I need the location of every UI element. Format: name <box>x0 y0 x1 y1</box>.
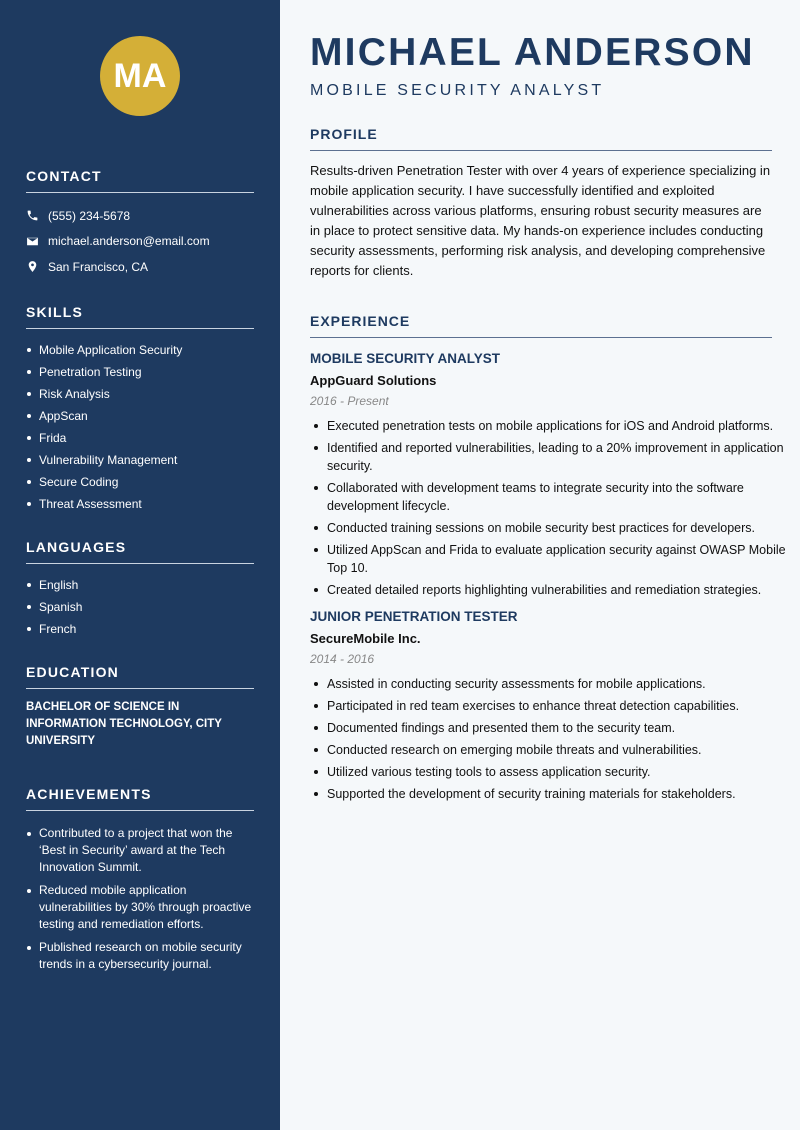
contact-phone <box>26 203 254 229</box>
skills-heading: SKILLS <box>26 304 254 329</box>
job-entry <box>310 351 786 599</box>
languages-heading: LANGUAGES <box>26 539 254 564</box>
job-bullet: Participated in red team exercises to enhance threat detection capabilities. <box>310 697 790 715</box>
skill-item: Vulnerability Management <box>26 449 254 471</box>
language-item: Spanish <box>26 596 254 618</box>
job-bullet: Assisted in conducting security assessments for mobile applications. <box>310 675 790 693</box>
education-heading: EDUCATION <box>26 664 254 689</box>
job-bullet: Conducted training sessions on mobile security best practices for developers. <box>310 519 790 537</box>
job-dates: 2016 - Present <box>310 394 389 408</box>
job-bullet: Executed penetration tests on mobile applications for iOS and Android platforms. <box>310 417 790 435</box>
skill-item: AppScan <box>26 405 254 427</box>
phone-text: (555) 234-5678 <box>48 208 131 223</box>
job-bullet: Documented findings and presented them to the security team. <box>310 719 790 737</box>
profile-text: Results-driven Penetration Tester with over 4 years of experience specializing in mobile application security. I have successfully identified and exploited vulnerabilities across various platforms, ensuring robust security measures are in place to protect sensitive data. My hands-on experience includes conducting security assessments, performing risk analysis, and developing comprehensive reports for clients. <box>310 163 771 278</box>
achievement-list <box>26 825 254 973</box>
phone-icon <box>26 209 39 222</box>
job-bullet: Collaborated with development teams to integrate security into the software development lifecycle. <box>310 479 790 515</box>
job-bullet: Created detailed reports highlighting vulnerabilities and remediation strategies. <box>310 581 790 599</box>
skill-item: Risk Analysis <box>26 383 254 405</box>
achievement-item: Published research on mobile security trends in a cybersecurity journal. <box>26 939 254 973</box>
email-text: michael.anderson@email.com <box>48 234 210 249</box>
job-title: MOBILE SECURITY ANALYST <box>310 82 605 99</box>
job-entry-title: JUNIOR PENETRATION TESTER <box>310 609 518 624</box>
job-entry <box>310 609 772 803</box>
location-pin-icon <box>26 260 39 273</box>
experience-heading: EXPERIENCE <box>310 313 772 338</box>
job-dates: 2014 - 2016 <box>310 652 375 666</box>
location-text: San Francisco, CA <box>48 259 149 274</box>
skill-item: Mobile Application Security <box>26 339 254 361</box>
language-item: English <box>26 574 254 596</box>
job-bullets <box>310 417 790 599</box>
contact-email <box>26 229 254 255</box>
education-section <box>26 664 254 750</box>
contact-location <box>26 254 254 280</box>
skill-item: Secure Coding <box>26 471 254 493</box>
languages-section <box>26 539 254 640</box>
job-entry-title: MOBILE SECURITY ANALYST <box>310 351 501 366</box>
skill-item: Frida <box>26 427 254 449</box>
job-bullet: Identified and reported vulnerabilities, leading to a 20% improvement in application security. <box>310 439 790 475</box>
achievement-item: Contributed to a project that won the ‘Best in Security’ award at the Tech Innovation Summit. <box>26 825 254 876</box>
achievement-item: Reduced mobile application vulnerabilities by 30% through proactive testing and remediation efforts. <box>26 882 254 933</box>
contact-heading: CONTACT <box>26 168 254 193</box>
skill-item: Penetration Testing <box>26 361 254 383</box>
skill-item: Threat Assessment <box>26 493 254 515</box>
skill-list <box>26 339 254 515</box>
job-bullets <box>310 675 790 803</box>
achievements-section <box>26 786 254 973</box>
main-content <box>310 0 786 807</box>
contact-section <box>26 168 254 280</box>
job-bullet: Supported the development of security training materials for stakeholders. <box>310 785 790 803</box>
skills-section <box>26 304 254 515</box>
profile-heading: PROFILE <box>310 126 772 151</box>
avatar: MA <box>100 36 180 116</box>
company-name: SecureMobile Inc. <box>310 631 421 646</box>
achievements-heading: ACHIEVEMENTS <box>26 786 254 811</box>
email-icon <box>26 235 39 248</box>
language-item: French <box>26 618 254 640</box>
job-bullet: Utilized various testing tools to assess application security. <box>310 763 790 781</box>
company-name: AppGuard Solutions <box>310 373 437 388</box>
language-list <box>26 574 254 640</box>
job-bullet: Utilized AppScan and Frida to evaluate application security against OWASP Mobile Top 10. <box>310 541 790 577</box>
sidebar <box>0 0 280 1130</box>
education-degree: BACHELOR OF SCIENCE IN INFORMATION TECHNOLOGY, CITY UNIVERSITY <box>26 700 222 747</box>
job-bullet: Conducted research on emerging mobile threats and vulnerabilities. <box>310 741 790 759</box>
full-name: MICHAEL ANDERSON <box>310 31 755 74</box>
